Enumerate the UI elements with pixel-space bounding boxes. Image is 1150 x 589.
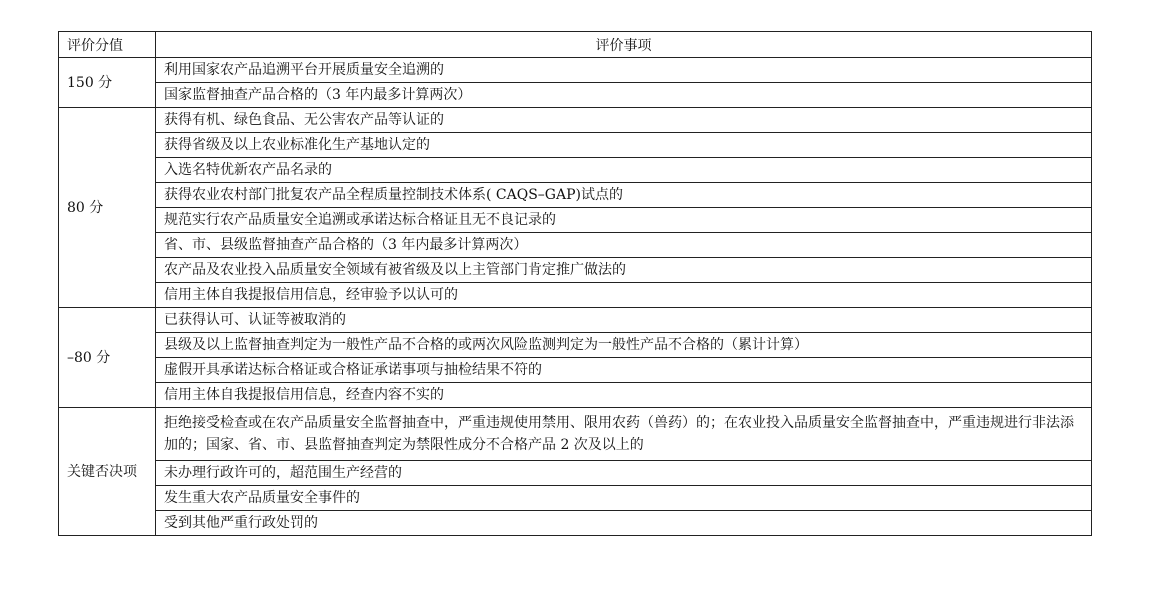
score-cell: 关键否决项 <box>59 408 156 536</box>
table-row <box>59 308 1092 333</box>
score-cell: 150 分 <box>59 58 156 108</box>
table-row <box>59 383 1092 408</box>
score-cell: –80 分 <box>59 308 156 408</box>
item-cell: 发生重大农产品质量安全事件的 <box>156 486 1092 511</box>
table-row <box>59 83 1092 108</box>
score-cell: 80 分 <box>59 108 156 308</box>
score-column-header: 评价分值 <box>59 32 156 58</box>
table-row <box>59 258 1092 283</box>
item-cell: 利用国家农产品追溯平台开展质量安全追溯的 <box>156 58 1092 83</box>
item-cell: 拒绝接受检查或在农产品质量安全监督抽查中，严重违规使用禁用、限用农药（兽药）的；在农业投入品质量安全监督抽查中，严重违规进行非法添加的；国家、省、市、县监督抽查判定为禁限性成分不合格产品 2 次及以上的 <box>156 408 1092 461</box>
item-cell: 虚假开具承诺达标合格证或合格证承诺事项与抽检结果不符的 <box>156 358 1092 383</box>
table-row <box>59 133 1092 158</box>
item-cell: 农产品及农业投入品质量安全领域有被省级及以上主管部门肯定推广做法的 <box>156 258 1092 283</box>
item-cell: 受到其他严重行政处罚的 <box>156 511 1092 536</box>
table-row <box>59 283 1092 308</box>
item-cell: 未办理行政许可的，超范围生产经营的 <box>156 461 1092 486</box>
table-row <box>59 108 1092 133</box>
item-cell: 规范实行农产品质量安全追溯或承诺达标合格证且无不良记录的 <box>156 208 1092 233</box>
table-row <box>59 461 1092 486</box>
table-row <box>59 333 1092 358</box>
table-row <box>59 58 1092 83</box>
header-row <box>59 32 1092 58</box>
table-row <box>59 208 1092 233</box>
item-cell: 获得农业农村部门批复农产品全程质量控制技术体系( CAQS–GAP)试点的 <box>156 183 1092 208</box>
table-row <box>59 486 1092 511</box>
item-cell: 入选名特优新农产品名录的 <box>156 158 1092 183</box>
evaluation-table <box>58 31 1092 536</box>
item-cell: 获得有机、绿色食品、无公害农产品等认证的 <box>156 108 1092 133</box>
item-cell: 获得省级及以上农业标准化生产基地认定的 <box>156 133 1092 158</box>
table-row <box>59 511 1092 536</box>
table-row <box>59 233 1092 258</box>
table-row <box>59 408 1092 461</box>
table-row <box>59 183 1092 208</box>
item-cell: 国家监督抽查产品合格的（3 年内最多计算两次） <box>156 83 1092 108</box>
table-row <box>59 358 1092 383</box>
item-cell: 信用主体自我提报信用信息，经查内容不实的 <box>156 383 1092 408</box>
item-cell: 已获得认可、认证等被取消的 <box>156 308 1092 333</box>
item-cell: 县级及以上监督抽查判定为一般性产品不合格的或两次风险监测判定为一般性产品不合格的（累计计算） <box>156 333 1092 358</box>
table-row <box>59 158 1092 183</box>
item-column-header: 评价事项 <box>156 32 1092 58</box>
item-cell: 省、市、县级监督抽查产品合格的（3 年内最多计算两次） <box>156 233 1092 258</box>
item-cell: 信用主体自我提报信用信息，经审验予以认可的 <box>156 283 1092 308</box>
